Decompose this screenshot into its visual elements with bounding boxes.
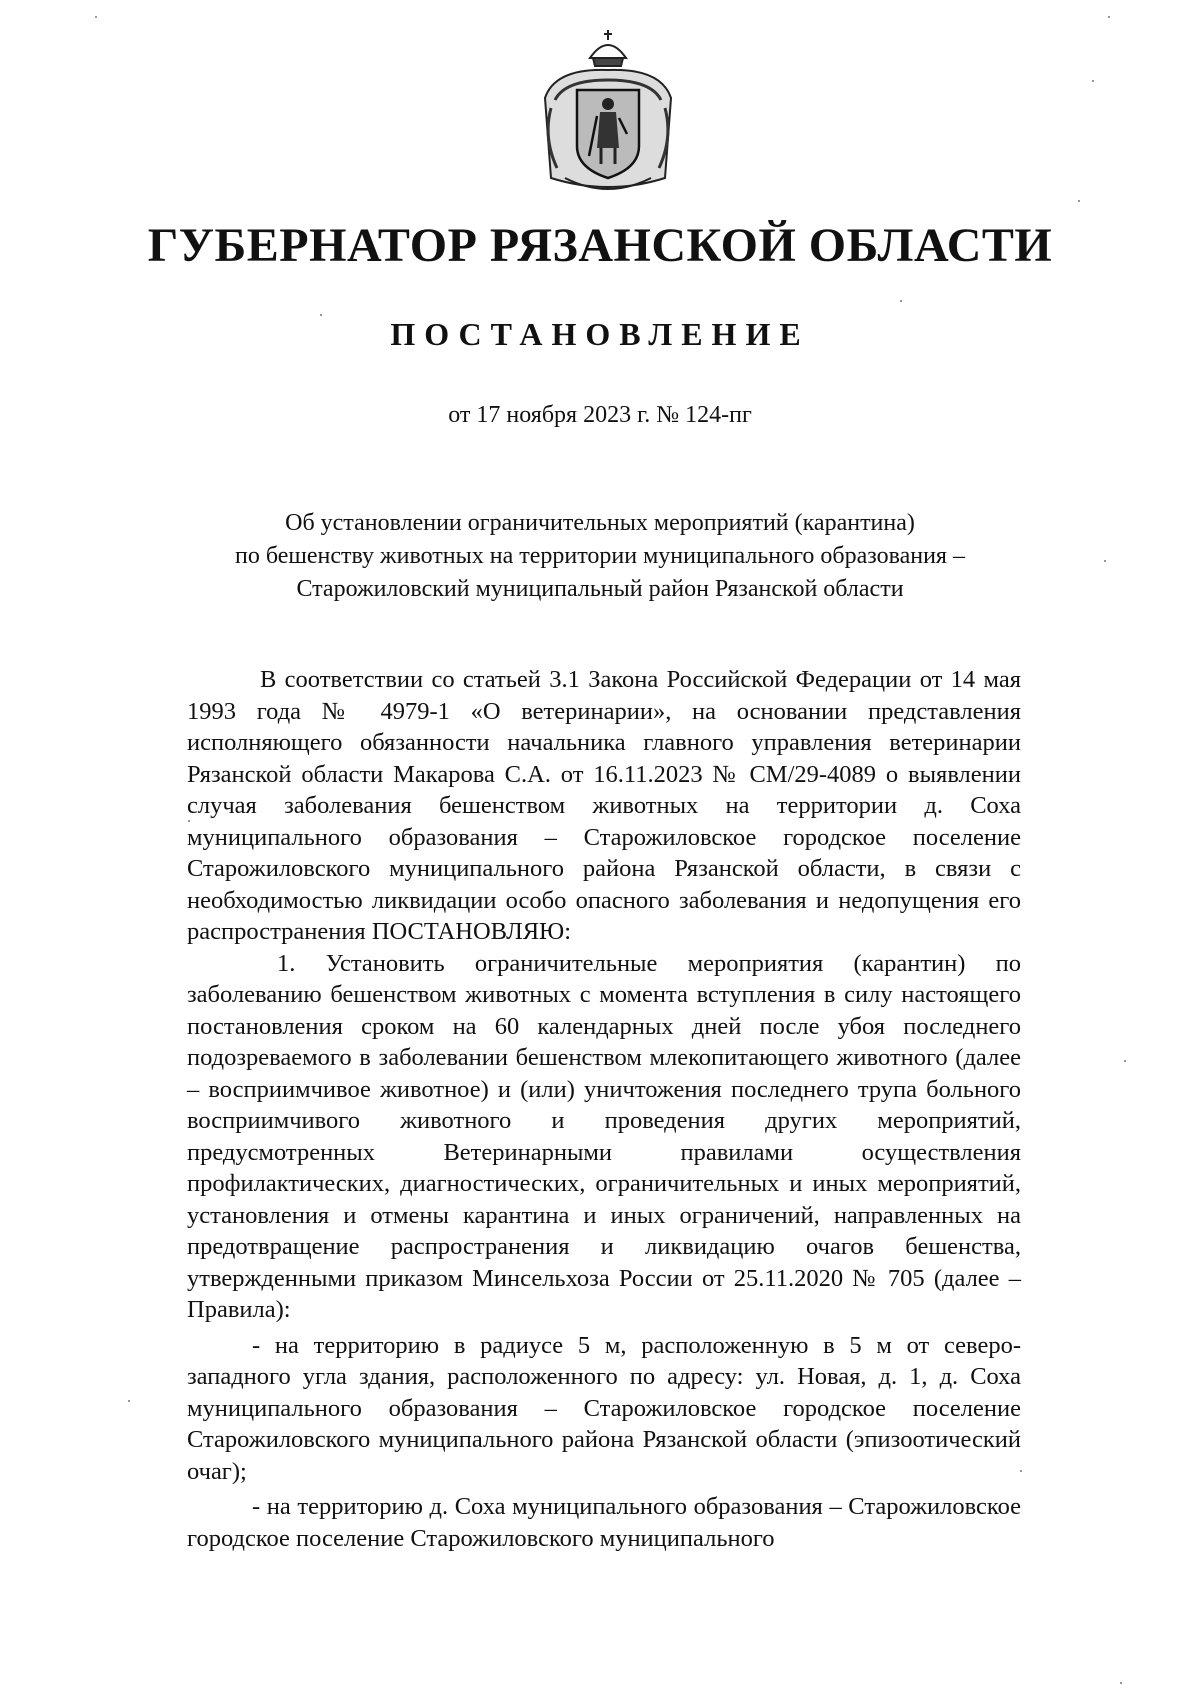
scan-speck xyxy=(900,300,902,302)
preamble-paragraph: В соответствии со статьей 3.1 Закона Российской Федерации от 14 мая 1993 года № 4979-1 «О ветеринарии», на основании представления исполняющего обязанности начальника главного управления ветеринарии Рязанской области Макарова С.А. от 16.11.2023 № СМ/29-4089 о выявлении случая заболевания бешенством животных на территории д. Соха муниципального образования – Старожиловское городское поселение Старожиловского муниципального района Рязанской области, в связи с необходимостью ликвидации особо опасного заболевания и недопущения его распространения ПОСТАНОВЛЯЮ: xyxy=(187,666,1021,945)
scan-speck xyxy=(1120,1682,1122,1684)
document-subject xyxy=(180,507,1020,606)
issuing-authority-title: ГУБЕРНАТОР РЯЗАНСКОЙ ОБЛАСТИ xyxy=(147,219,1053,272)
scan-speck xyxy=(128,1400,130,1402)
document-type-heading: ПОСТАНОВЛЕНИЕ xyxy=(390,316,810,352)
scan-speck xyxy=(95,16,97,18)
document-body xyxy=(187,664,1021,1554)
clause-1-bullet: - на территорию в радиусе 5 м, расположенную в 5 м от северо-западного угла здания, расположенного по адресу: ул. Новая, д. 1, д. Соха муниципального образования – Старожиловское городское поселение Старожиловского муниципального района Рязанской области (эпизоотический очаг); xyxy=(187,1331,1021,1485)
scan-speck xyxy=(1124,1060,1126,1062)
subject-line: Об установлении ограничительных мероприятий (карантина) xyxy=(285,510,915,536)
subject-line: Старожиловский муниципальный район Рязанской области xyxy=(296,576,904,602)
scan-speck xyxy=(1078,200,1080,202)
clause-1-bullet: - на территорию д. Соха муниципального образования – Старожиловское городское поселение Старожиловского муниципального xyxy=(187,1493,1021,1552)
coat-of-arms-icon xyxy=(535,28,681,198)
scan-speck xyxy=(320,314,322,316)
date-and-number: от 17 ноября 2023 г. № 124-пг xyxy=(448,402,752,428)
scan-speck xyxy=(1092,80,1094,82)
subject-line: по бешенству животных на территории муниципального образования – xyxy=(235,543,965,569)
clause-1-paragraph: 1. Установить ограничительные мероприятия (карантин) по заболеванию бешенством животных с момента вступления в силу настоящего постановления сроком на 60 календарных дней после убоя последнего подозреваемого в заболевании бешенством млекопитающего животного (далее – восприимчивое животное) и (или) уничтожения последнего трупа больного восприимчивого животного и проведения других мероприятий, предусмотренных Ветеринарными правилами осуществления профилактических, диагностических, ограничительных и иных мероприятий, установления и отмены карантина и иных ограничений, направленных на предотвращение распространения и ликвидацию очагов бешенства, утвержденными приказом Минсельхоза России от 25.11.2020 № 705 (далее – Правила): xyxy=(187,949,1021,1323)
scan-speck xyxy=(1020,1470,1022,1472)
scan-speck xyxy=(1104,560,1106,562)
scan-speck xyxy=(1108,16,1110,18)
scan-speck xyxy=(188,820,190,822)
